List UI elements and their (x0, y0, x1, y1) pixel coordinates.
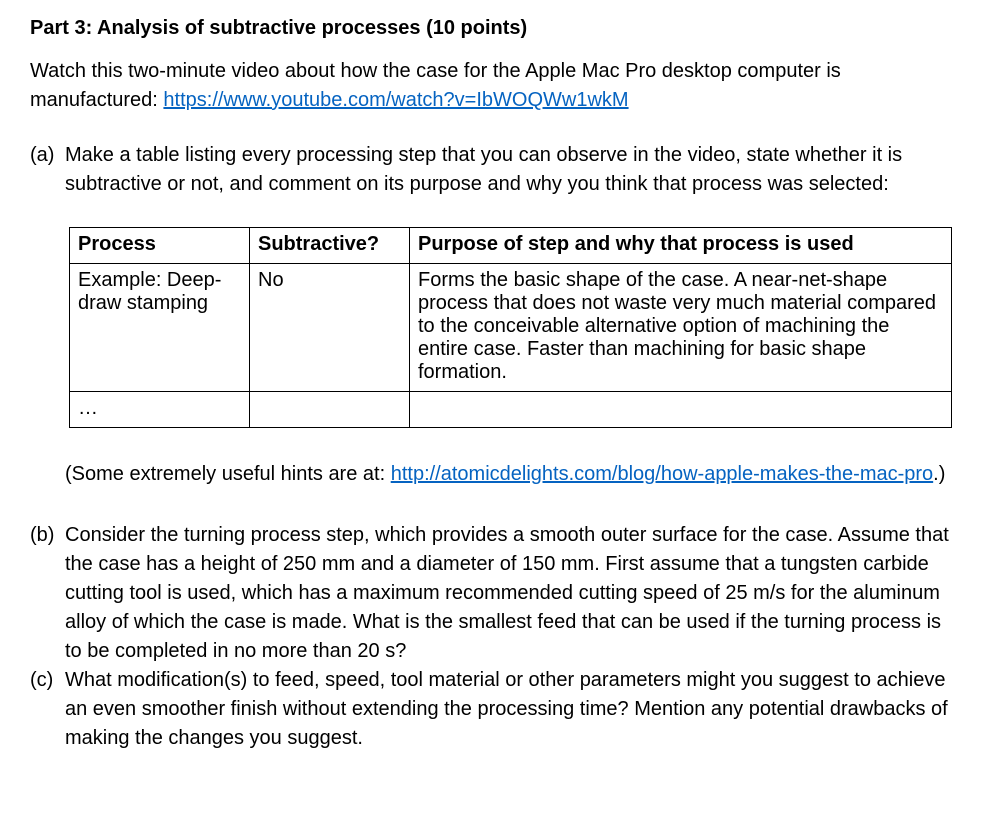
column-header-subtractive: Subtractive? (250, 228, 410, 264)
table-row (70, 392, 952, 428)
hint-suffix: .) (933, 463, 946, 485)
item-a-text: Make a table listing every processing step that you can observe in the video, state whether it is subtractive or not, and comment on its purpose and why you think that process was selected: (65, 144, 903, 195)
process-cell: Example: Deep-draw stamping (70, 264, 250, 392)
item-b-marker: (b) (30, 524, 55, 546)
item-a-marker: (a) (30, 144, 55, 166)
intro-paragraph (30, 57, 963, 115)
youtube-link[interactable]: https://www.youtube.com/watch?v=IbWOQWw1wkM (163, 89, 629, 111)
intro-text: Watch this two-minute video about how the case for the Apple Mac Pro desktop computer is manufactured: (30, 60, 841, 111)
process-cell: … (70, 392, 250, 428)
purpose-cell (410, 392, 952, 428)
table-header-row (70, 228, 952, 264)
column-header-process: Process (70, 228, 250, 264)
process-table (69, 227, 952, 428)
part-heading: Part 3: Analysis of subtractive processes (10 points) (30, 17, 528, 39)
list-item-b (30, 521, 963, 666)
subtractive-cell (250, 392, 410, 428)
item-c-marker: (c) (30, 669, 54, 691)
item-b-body (65, 521, 963, 666)
hint-prefix: (Some extremely useful hints are at: (65, 463, 391, 485)
item-c-body (65, 666, 963, 753)
hints-link[interactable]: http://atomicdelights.com/blog/how-apple-makes-the-mac-pro (390, 463, 934, 485)
item-b-text: Consider the turning process step, which provides a smooth outer surface for the case. Assume that the case has a height of 250 mm and a diameter of 150 mm. First assume that a tungsten carbide cutting tool is used, which has a maximum recommended cutting speed of 25 m/s for the aluminum alloy of which the case is made. What is the smallest feed that can be used if the turning process is to be completed in no more than 20 s? (65, 524, 949, 662)
hint-paragraph (65, 460, 963, 489)
column-header-purpose: Purpose of step and why that process is used (410, 228, 952, 264)
item-c-text: What modification(s) to feed, speed, tool material or other parameters might you suggest to achieve an even smoother finish without extending the processing time? Mention any potential drawbacks of making the changes you suggest. (65, 669, 948, 749)
list-item-a (30, 141, 963, 491)
purpose-cell: Forms the basic shape of the case. A near-net-shape process that does not waste very much material compared to the conceivable alternative option of machining the entire case. Faster than machining for basic shape formation. (410, 264, 952, 392)
table-row (70, 264, 952, 392)
list-item-c (30, 666, 963, 753)
subtractive-cell: No (250, 264, 410, 392)
item-a-body (65, 141, 963, 491)
